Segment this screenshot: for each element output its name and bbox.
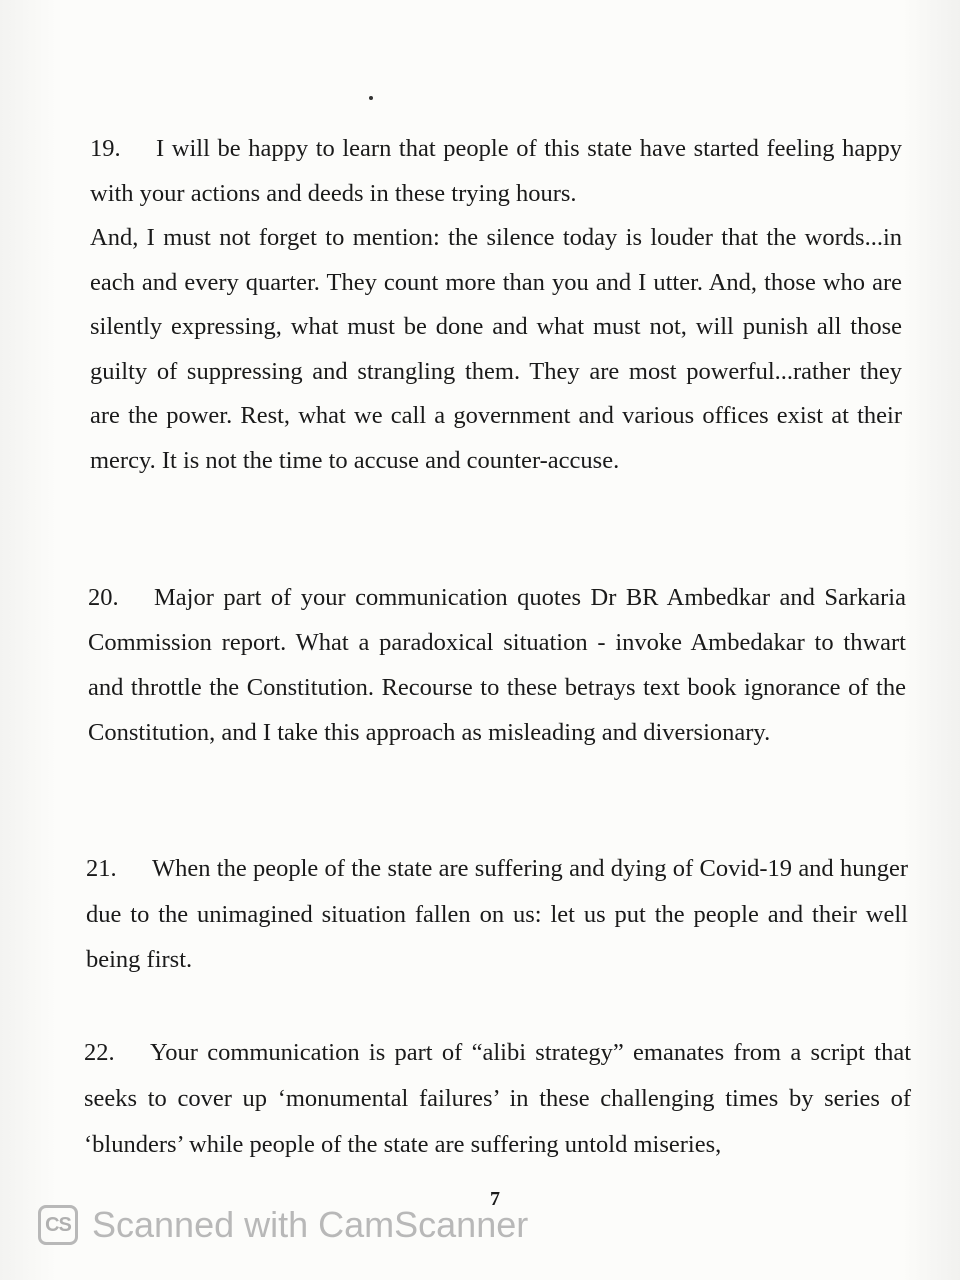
paragraph-text: Your communication is part of “alibi strategy” emanates from a script that seeks to cover up ‘monumental failures’ in these challenging times by series of ‘blunders’ while people of the state are suffering untold miseries, xyxy=(84,1039,911,1158)
camscanner-watermark xyxy=(38,1201,528,1249)
page-number: 7 xyxy=(490,1188,500,1210)
stray-dot xyxy=(369,96,373,100)
paragraph-text: Major part of your communication quotes Dr BR Ambedkar and Sarkaria Commission report. What a paradoxical situation - invoke Ambedakar to thwart and throttle the Constitution. Recourse to these betrays text book ignorance of the Constitution, and I take this approach as misleading and diversionary. xyxy=(88,584,906,746)
paragraph-number: 21. xyxy=(86,855,117,882)
paragraph-text: When the people of the state are suffering and dying of Covid-19 and hunger due to the unimagined situation fallen on us: let us put the people and their well being first. xyxy=(86,855,908,973)
paragraph-number: 22. xyxy=(84,1039,115,1066)
watermark-text: Scanned with CamScanner xyxy=(92,1204,529,1245)
paragraph-19 xyxy=(90,127,902,216)
camscanner-logo-icon: CS xyxy=(38,1205,78,1245)
paragraph-20 xyxy=(88,575,906,755)
paragraph-22 xyxy=(84,1030,911,1168)
paragraph-number: 19. xyxy=(90,135,121,162)
paragraph-19-continuation xyxy=(90,216,902,484)
paragraph-21 xyxy=(86,846,908,983)
paragraph-text: And, I must not forget to mention: the silence today is louder that the words...in each and every quarter. They count more than you and I utter. And, those who are silently expressing, what must be done and what must not, will punish all those guilty of suppressing and strangling them. They are most powerful...rather they are the power. Rest, what we call a government and various offices exist at their mercy. It is not the time to accuse and counter-accuse. xyxy=(90,224,902,474)
paragraph-number: 20. xyxy=(88,584,119,611)
paragraph-text: I will be happy to learn that people of this state have started feeling happy with your actions and deeds in these trying hours. xyxy=(90,135,902,207)
